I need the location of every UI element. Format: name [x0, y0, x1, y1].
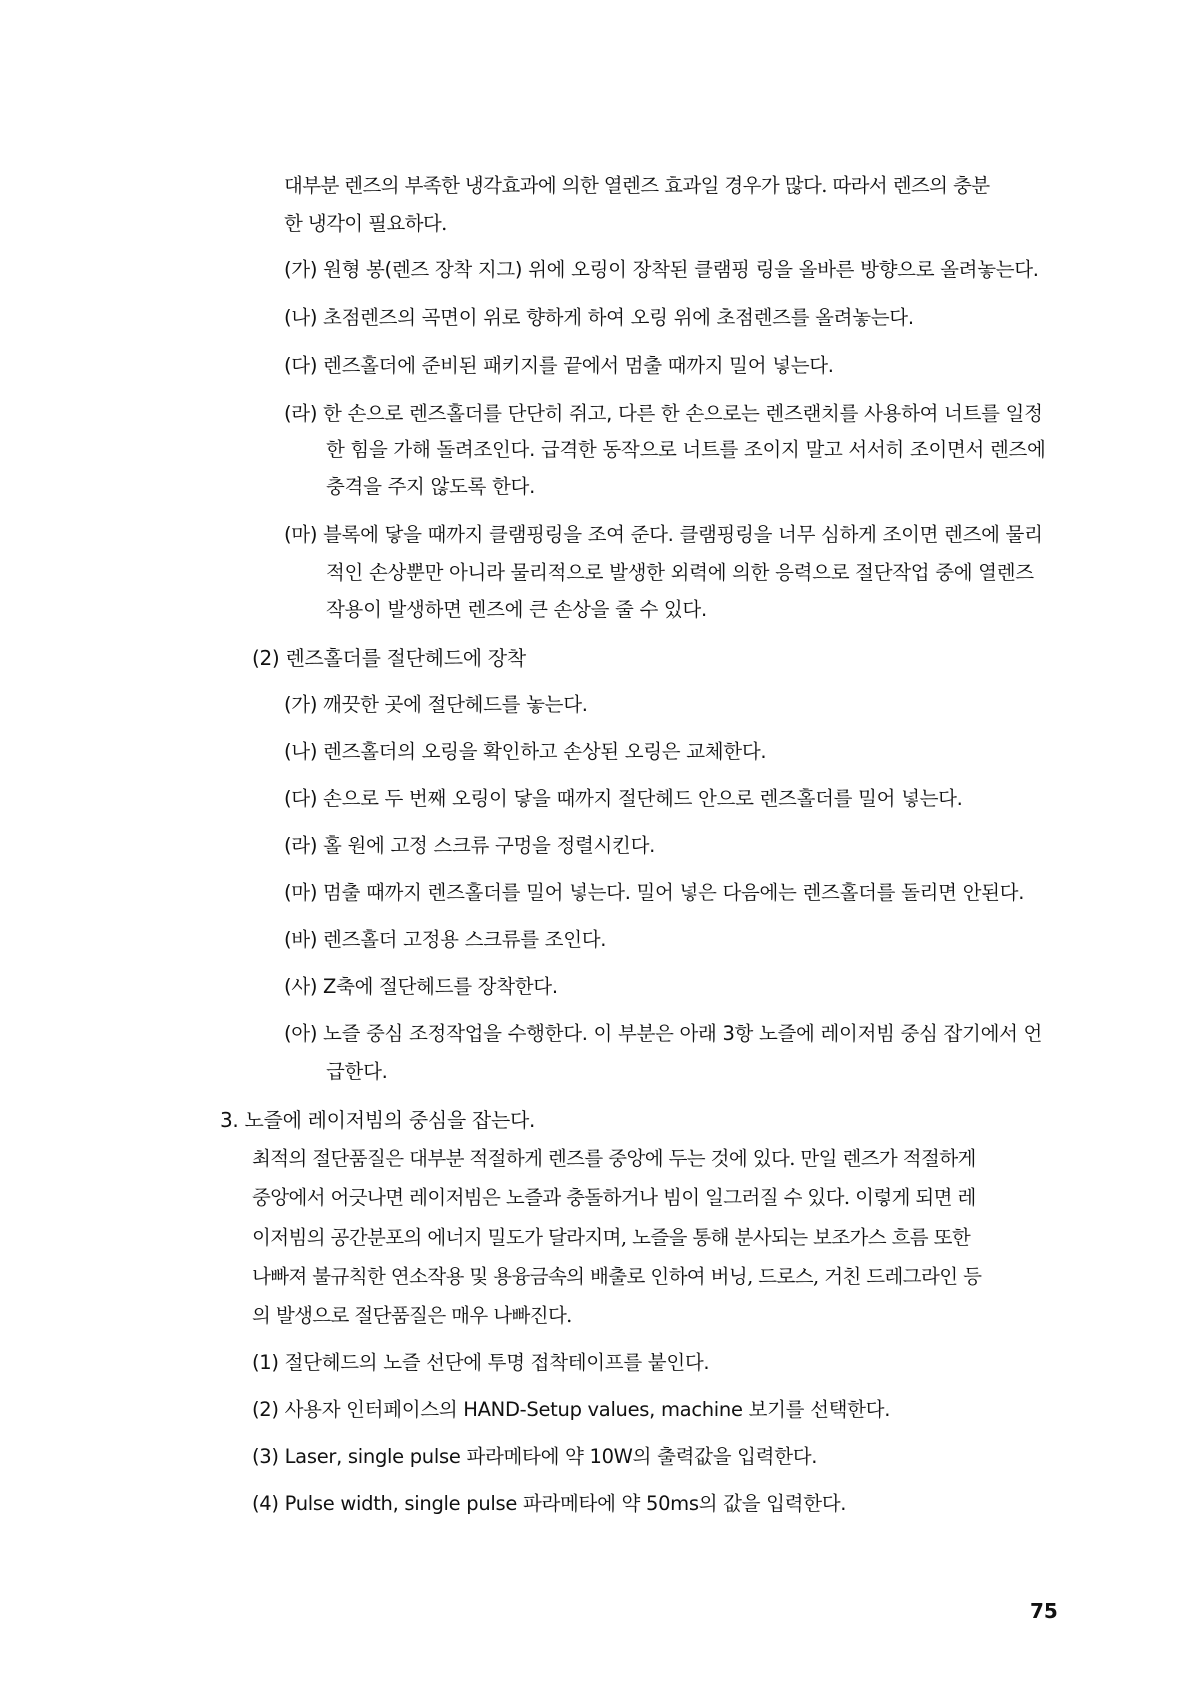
paragraph-line: 나빠져 불규칙한 연소작용 및 용융금속의 배출로 인하여 버닝, 드로스, 거친 드레그라인 등: [252, 1265, 982, 1288]
paragraph-line: 중앙에서 어긋나면 레이저빔은 노즐과 충돌하거나 빔이 일그러질 수 있다. 이렇게 되면 레: [252, 1186, 976, 1209]
page-number: 75: [1030, 1599, 1058, 1623]
list-item: (가) 깨끗한 곳에 절단헤드를 놓는다.: [284, 693, 588, 716]
list-item: (라) 한 손으로 렌즈홀더를 단단히 쥐고, 다른 한 손으로는 렌즈랜치를 사용하여 너트를 일정: [284, 402, 1043, 425]
list-item: (아) 노즐 중심 조정작업을 수행한다. 이 부분은 아래 3항 노즐에 레이저빔 중심 잡기에서 언: [284, 1022, 1043, 1045]
list-item-continuation: 작용이 발생하면 렌즈에 큰 손상을 줄 수 있다.: [326, 598, 707, 621]
intro-line: 한 냉각이 필요하다.: [284, 212, 447, 235]
list-item: (나) 렌즈홀더의 오링을 확인하고 손상된 오링은 교체한다.: [284, 740, 767, 763]
list-item-continuation: 적인 손상뿐만 아니라 물리적으로 발생한 외력에 의한 응력으로 절단작업 중에 열렌즈: [326, 561, 1034, 584]
list-item-continuation: 한 힘을 가해 돌려조인다. 급격한 동작으로 너트를 조이지 말고 서서히 조이면서 렌즈에: [326, 438, 1046, 461]
section-heading: (2) 렌즈홀더를 절단헤드에 장착: [252, 646, 526, 670]
paragraph-line: 최적의 절단품질은 대부분 적절하게 렌즈를 중앙에 두는 것에 있다. 만일 렌즈가 적절하게: [252, 1147, 976, 1170]
section-heading: 3. 노즐에 레이저빔의 중심을 잡는다.: [220, 1108, 536, 1132]
list-item: (라) 홀 원에 고정 스크류 구멍을 정렬시킨다.: [284, 834, 656, 857]
list-item: (다) 렌즈홀더에 준비된 패키지를 끝에서 멈출 때까지 밀어 넣는다.: [284, 354, 834, 377]
list-item: (사) Z축에 절단헤드를 장착한다.: [284, 975, 558, 998]
list-item: (가) 원형 봉(렌즈 장착 지그) 위에 오링이 장착된 클램핑 링을 올바른 방향으로 올려놓는다.: [284, 258, 1039, 281]
list-item: (마) 블록에 닿을 때까지 클램핑링을 조여 준다. 클램핑링을 너무 심하게 조이면 렌즈에 물리: [284, 523, 1043, 546]
list-item: (바) 렌즈홀더 고정용 스크류를 조인다.: [284, 928, 607, 951]
list-item: (2) 사용자 인터페이스의 HAND-Setup values, machine 보기를 선택한다.: [252, 1398, 891, 1421]
list-item: (1) 절단헤드의 노즐 선단에 투명 접착테이프를 붙인다.: [252, 1351, 710, 1374]
list-item: (4) Pulse width, single pulse 파라메타에 약 50ms의 값을 입력한다.: [252, 1492, 847, 1515]
list-item: (나) 초점렌즈의 곡면이 위로 향하게 하여 오링 위에 초점렌즈를 올려놓는다.: [284, 306, 914, 329]
list-item: (마) 멈출 때까지 렌즈홀더를 밀어 넣는다. 밀어 넣은 다음에는 렌즈홀더를 돌리면 안된다.: [284, 881, 1025, 904]
list-item: (3) Laser, single pulse 파라메타에 약 10W의 출력값을 입력한다.: [252, 1445, 818, 1468]
list-item: (다) 손으로 두 번째 오링이 닿을 때까지 절단헤드 안으로 렌즈홀더를 밀어 넣는다.: [284, 787, 963, 810]
list-item-continuation: 급한다.: [326, 1060, 388, 1083]
paragraph-line: 이저빔의 공간분포의 에너지 밀도가 달라지며, 노즐을 통해 분사되는 보조가스 흐름 또한: [252, 1226, 971, 1249]
list-item-continuation: 충격을 주지 않도록 한다.: [326, 475, 535, 498]
intro-line: 대부분 렌즈의 부족한 냉각효과에 의한 열렌즈 효과일 경우가 많다. 따라서 렌즈의 충분: [284, 174, 990, 197]
paragraph-line: 의 발생으로 절단품질은 매우 나빠진다.: [252, 1304, 572, 1327]
